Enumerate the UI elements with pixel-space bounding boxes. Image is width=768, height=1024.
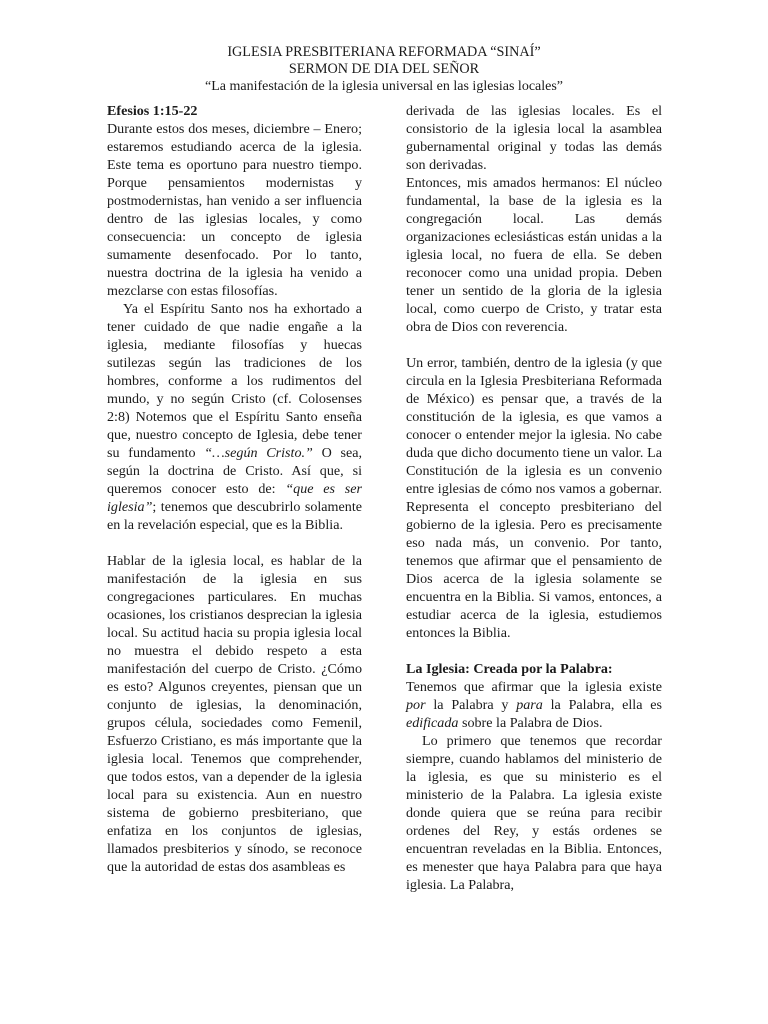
document-header xyxy=(0,44,768,95)
paragraph-intro: Durante estos dos meses, diciembre – Enero; estaremos estudiando acerca de la iglesia. Este tema es oportuno para nuestro tiempo. Porque pensamientos modernistas y postmodernistas, han venido a ser influencia dentro de las iglesias locales, y como consecuencia: un concepto de iglesia sumamente desenfocado. Por lo tanto, nuestra doctrina de la iglesia ha venido a mezclarse con estas filosofías. xyxy=(107,121,362,299)
sermon-subtitle: “La manifestación de la iglesia universal en las iglesias locales” xyxy=(204,79,564,94)
emphasis-edificada: edificada xyxy=(406,715,459,731)
emphasis-para: para xyxy=(516,697,543,713)
paragraph-continuation: derivada de las iglesias locales. Es el consistorio de la iglesia local la asamblea gubernamental original y todas las demás son derivadas. xyxy=(406,103,662,173)
text-run: la Palabra, ella es xyxy=(542,697,662,713)
paragraph-word xyxy=(406,678,662,732)
text-run: ; tenemos que descubrirlo solamente en la revelación especial, que es la Biblia. xyxy=(107,499,362,533)
paragraph-holy-spirit xyxy=(107,300,362,534)
paragraph-gap xyxy=(406,336,662,354)
paragraph-local-church: Hablar de la iglesia local, es hablar de la manifestación de la iglesia en sus congregaciones particulares. En muchas ocasiones, los cristianos desprecian la iglesia local. Su actitud hacia su propia iglesia local no muestra el debido respeto a esta manifestación del cuerpo de Cristo. ¿Cómo es esto? Algunos creyentes, piensan que un conjunto de iglesias, la denominación, grupos célula, sociedades como Femenil, Esfuerzo Cristiano, es más importante que la iglesia local. Tenemos que comprehender, que todos estos, van a depender de la iglesia local para su existencia. Aun en nuestro sistema de gobierno presbiteriano, que enfatiza en los conjuntos de iglesias, llamados presbiterios y sínodo, se reconoce que la autoridad de estas dos asambleas es xyxy=(107,553,362,875)
paragraph-nucleus: Entonces, mis amados hermanos: El núcleo fundamental, la base de la iglesia es la congregación local. Las demás organizaciones eclesiásticas están unidas a la iglesia local, no fuera de ella. Se deben reconocer como una unidad propia. Deben tener un sentido de la gloria de la iglesia local, como cuerpo de Cristo, y tratar esta obra de Dios con reverencia. xyxy=(406,175,662,335)
text-run: Tenemos que afirmar que la iglesia existe xyxy=(406,679,662,695)
text-run: O sea, según la doctrina de Cristo. Así que, si queremos conocer esto de: xyxy=(107,445,362,497)
quote-que-es-ser-iglesia: “que es ser iglesia” xyxy=(107,481,362,515)
paragraph-ministry: Lo primero que tenemos que recordar siempre, cuando hablamos del ministerio de la iglesia, es que su ministerio es el ministerio de la Palabra. La iglesia existe donde quiera que se reúna para recibir ordenes del Rey, y estás ordenes se encuentran reveladas en la Biblia. Entonces, es menester que haya Palabra para que haya iglesia. La Palabra, xyxy=(406,733,662,893)
section-heading: La Iglesia: Creada por la Palabra: xyxy=(406,661,613,677)
scripture-reference: Efesios 1:15-22 xyxy=(107,103,198,119)
text-run: la Palabra y xyxy=(425,697,517,713)
text-run: Ya el Espíritu Santo nos ha exhortado a tener cuidado de que nadie engañe a la iglesia, mediante filosofías y huecas sutilezas según las tradiciones de los hombres, conforme a los rudimentos del mundo, y no según Cristo (cf. Colosenses 2:8) Notemos que el Espíritu Santo enseña que, nuestro concepto de Iglesia, debe tener su fundamento xyxy=(107,301,362,461)
quote-segun-cristo: “…según Cristo.” xyxy=(204,445,313,461)
paragraph-error: Un error, también, dentro de la iglesia (y que circula en la Iglesia Presbiteriana Reformada de México) es pensar que, a través de la constitución de la iglesia, es que vamos a conocer o entender mejor la iglesia. No cabe duda que dicho documento tiene un valor. La Constitución de la iglesia es un convenio entre iglesias de cómo nos vamos a gobernar. Representa el concepto presbiteriano del gobierno de la iglesia. Pero es precisamente eso nada más, un convenio. Por tanto, tenemos que afirmar que el pensamiento de Dios acerca de la iglesia solamente se encuentra en la Biblia. Si vamos, entonces, a estudiar acerca de la iglesia, estudiemos entonces la Biblia. xyxy=(406,355,662,641)
text-run: sobre la Palabra de Dios. xyxy=(458,715,603,731)
paragraph-gap xyxy=(107,534,362,552)
paragraph-gap xyxy=(406,642,662,660)
sermon-title: SERMON DE DIA DEL SEÑOR xyxy=(288,61,480,77)
left-column xyxy=(107,102,362,876)
emphasis-por: por xyxy=(406,697,426,713)
church-name: IGLESIA PRESBITERIANA REFORMADA “SINAÍ” xyxy=(227,44,541,60)
right-column xyxy=(406,102,662,894)
